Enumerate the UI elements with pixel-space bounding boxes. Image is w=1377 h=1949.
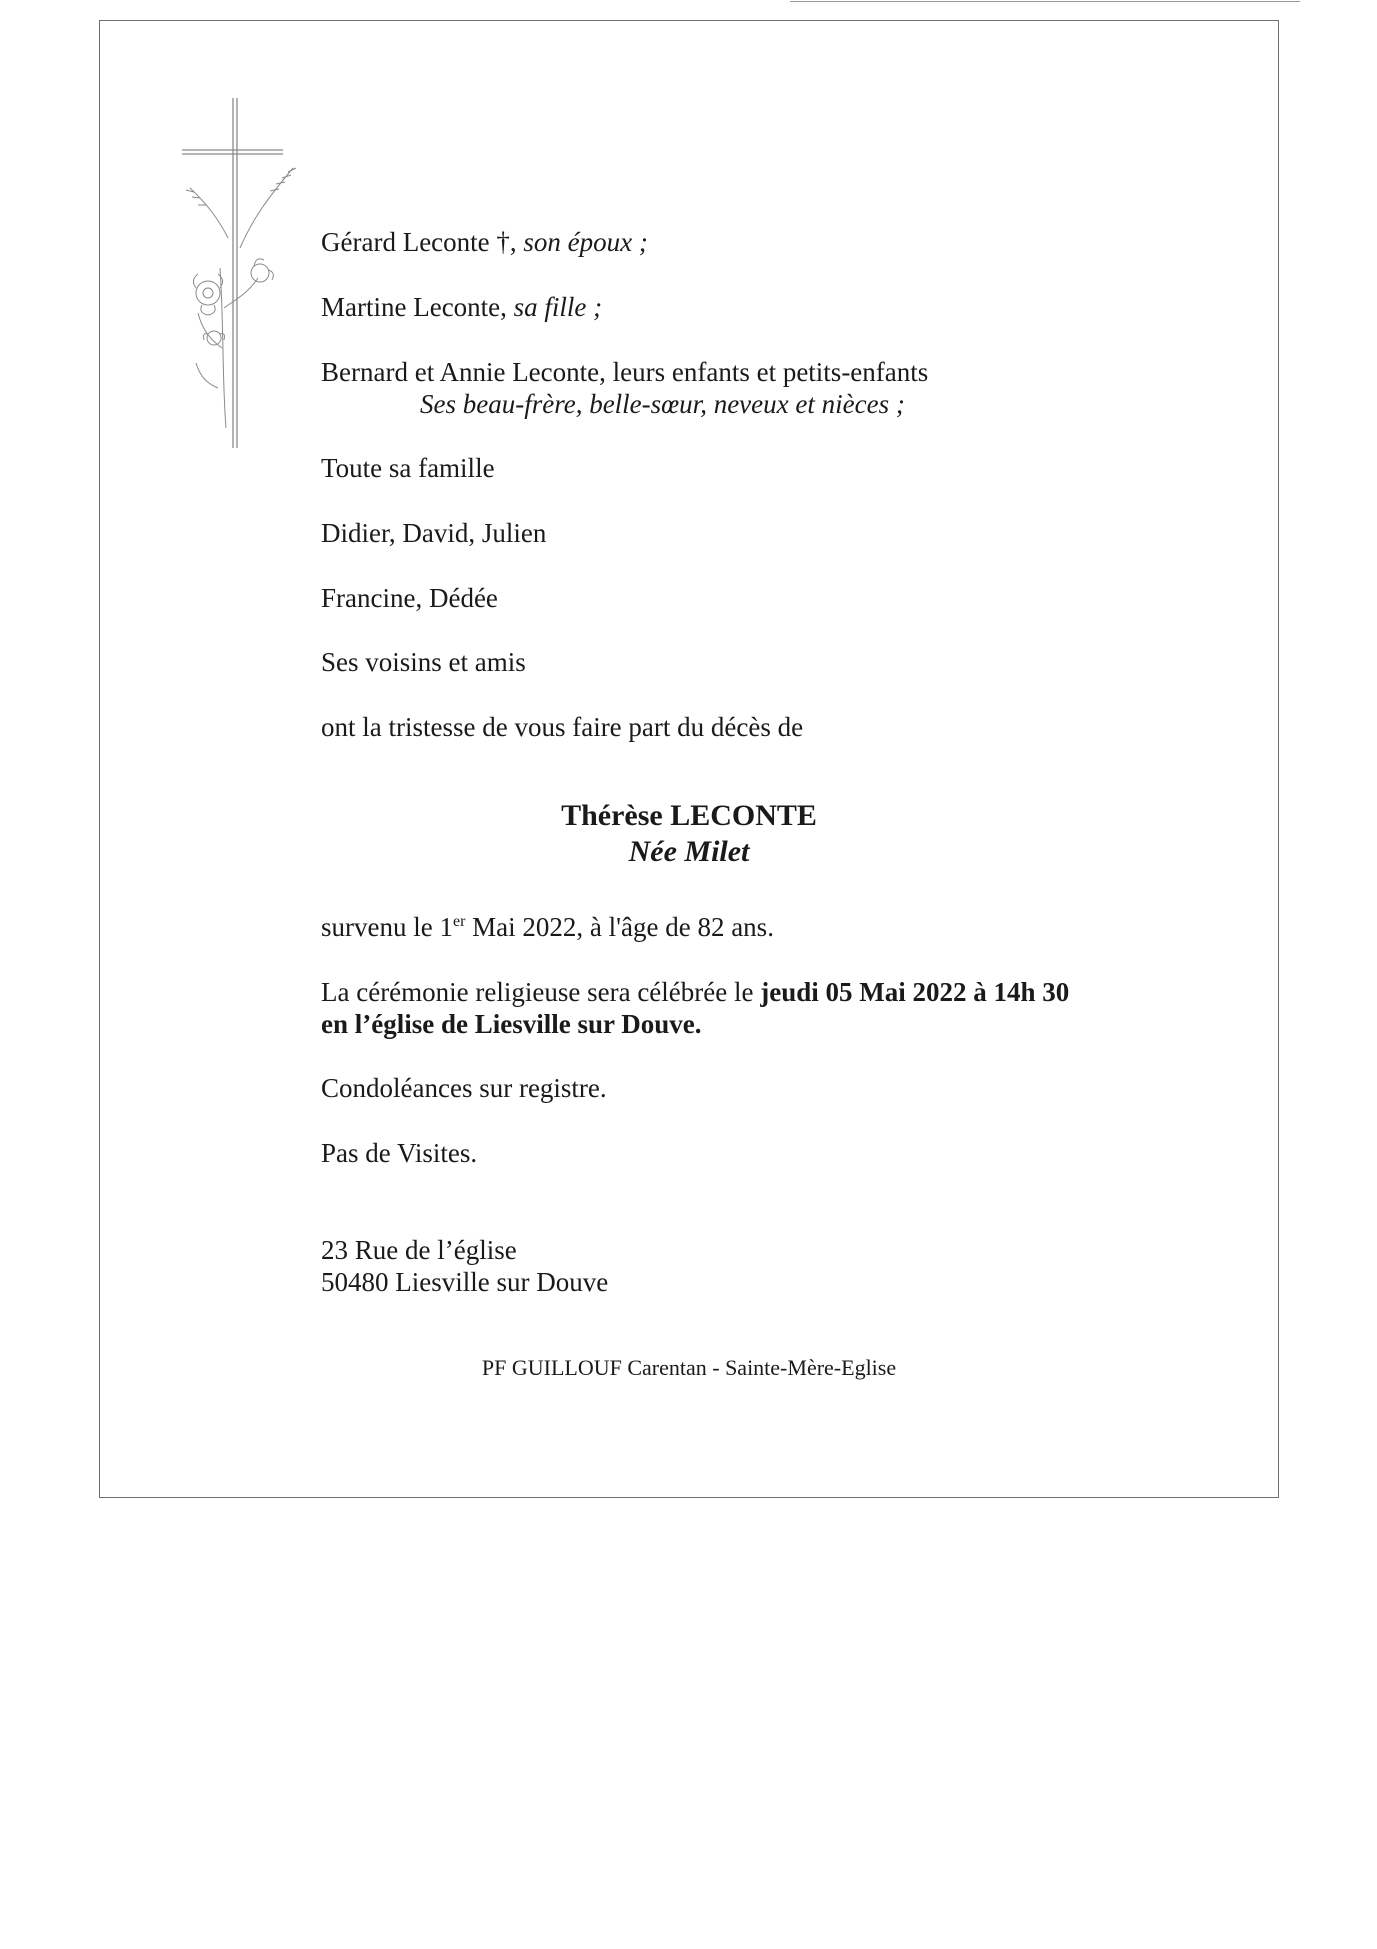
address-street: 23 Rue de l’église	[321, 1235, 517, 1265]
family-line-whole-family: Toute sa famille	[321, 453, 495, 483]
announcement-text: ont la tristesse de vous faire part du décès de	[321, 712, 804, 742]
ceremony-line-2: en l’église de Liesville sur Douve.	[321, 1009, 702, 1039]
family-line-son: Bernard et Annie Leconte, leurs enfants et petits-enfants	[321, 357, 929, 387]
family-line-neighbours: Ses voisins et amis	[321, 647, 526, 677]
family-line-daughter: Martine Leconte, sa fille ;	[321, 292, 603, 322]
funeral-home-footer: PF GUILLOUF Carentan - Sainte-Mère-Eglise	[481, 1355, 897, 1380]
family-line-in-laws: Ses beau-frère, belle-sœur, neveux et nièces ;	[420, 389, 905, 419]
family-line-friends-names: Francine, Dédée	[321, 583, 498, 613]
ceremony-line-1: La cérémonie religieuse sera célébrée le jeudi 05 Mai 2022 à 14h 30	[321, 977, 1070, 1007]
death-date-text: survenu le 1er Mai 2022, à l'âge de 82 ans.	[321, 912, 774, 942]
address-city: 50480 Liesville sur Douve	[321, 1267, 609, 1297]
top-scan-rule	[790, 1, 1300, 2]
deceased-maiden-name: Née Milet	[628, 835, 750, 868]
family-line-husband: Gérard Leconte †, son époux ;	[321, 227, 648, 257]
condolences-note: Condoléances sur registre.	[321, 1073, 607, 1103]
cross-with-flowers-icon	[178, 98, 318, 453]
deceased-name: Thérèse LECONTE	[561, 799, 817, 832]
visits-note: Pas de Visites.	[321, 1138, 478, 1168]
family-line-grandchildren: Didier, David, Julien	[321, 518, 547, 548]
